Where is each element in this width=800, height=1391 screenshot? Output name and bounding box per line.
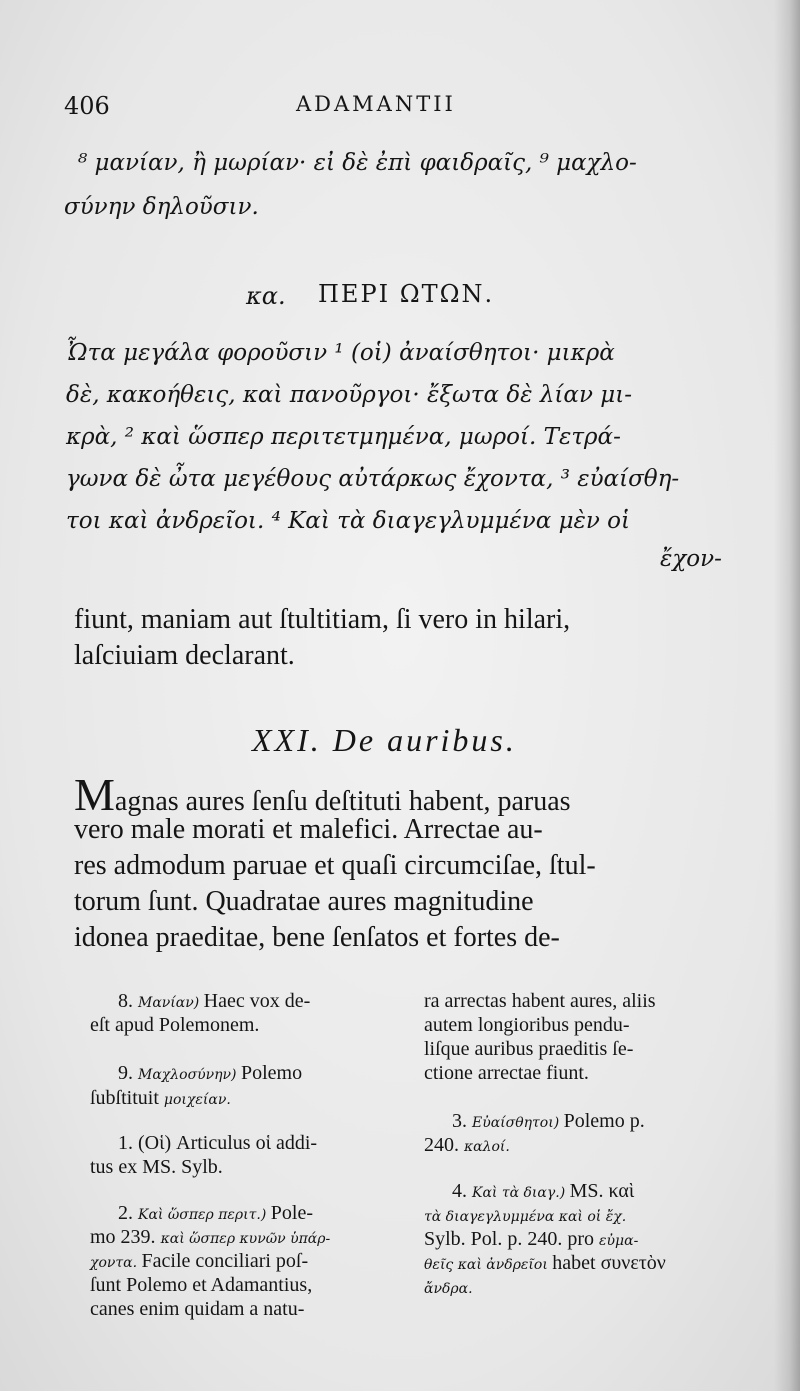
footnote-line: ſunt Polemo et Adamantius,: [90, 1274, 313, 1296]
greek-body-line: Ὦτα μεγάλα φοροῦσιν ¹ (οἱ) ἀναίσθητοι· μικρὰ: [66, 340, 615, 366]
footnote-line: ſubſtituit μοιχείαν.: [90, 1087, 231, 1109]
footnote-line: 3. Εὐαίσθητοι) Polemo p.: [452, 1110, 645, 1132]
footnote-line: mo 239. καὶ ὥσπερ κυνῶν ὑπάρ-: [90, 1226, 331, 1248]
footnote-line: 4. Καὶ τὰ διαγ.) MS. καὶ: [452, 1180, 635, 1202]
latin-top-line: laſciuiam declarant.: [74, 640, 295, 671]
footnote-line: 9. Μαχλοσύνην) Polemo: [118, 1062, 303, 1084]
footnote-line: autem longioribus pendu-: [424, 1014, 630, 1036]
footnote-line: Sylb. Pol. p. 240. pro εὐμα-: [424, 1228, 639, 1250]
footnote-line: liſque auribus praeditis ſe-: [424, 1038, 634, 1060]
running-title: ADAMANTII: [296, 92, 456, 116]
footnote-line: 1. (Οἱ) Articulus οἱ addi-: [118, 1132, 318, 1154]
latin-body-line: torum ſunt. Quadratae aures magnitudine: [74, 886, 534, 917]
footnote-line: canes enim quidam a natu-: [90, 1298, 305, 1320]
section-title-greek: ΠΕΡΙ ΩΤΩΝ.: [318, 280, 495, 308]
greek-body-line: γωνα δὲ ὦτα μεγέθους αὐτάρκως ἔχοντα, ³ εὐαίσθη-: [66, 466, 680, 492]
greek-top-line: ⁸ μανίαν, ἢ μωρίαν· εἰ δὲ ἐπὶ φαιδραῖς, ⁹ μαχλο-: [78, 150, 637, 176]
latin-top-line: fiunt, maniam aut ſtultitiam, ſi vero in hilari,: [74, 604, 571, 635]
drop-cap: M: [74, 769, 115, 820]
catchword: ἔχον-: [660, 546, 722, 572]
footnote-line: ra arrectas habent aures, aliis: [424, 990, 656, 1012]
footnote-line: χοντα. Facile conciliari poſ-: [90, 1250, 309, 1272]
footnote-line: 8. Μανίαν) Haec vox de-: [118, 990, 311, 1012]
latin-body-line: agnas aures ſenſu deſtituti habent, paruas: [114, 786, 571, 817]
greek-body-line: κρὰ, ² καὶ ὥσπερ περιτετμημένα, μωροί. Τετρά-: [66, 424, 621, 450]
latin-body-line: vero male morati et malefici. Arrectae au-: [74, 814, 543, 845]
footnote-line: τὰ διαγεγλυμμένα καὶ οἱ ἔχ.: [424, 1209, 627, 1225]
section-heading-latin: XXI. De auribus.: [252, 722, 517, 758]
greek-top-line: σύνην δηλοῦσιν.: [64, 194, 259, 220]
footnote-line: 240. καλοί.: [424, 1134, 510, 1156]
latin-body-line: res admodum paruae et quaſi circumciſae, ſtul-: [74, 850, 596, 881]
page-edge-shadow: [774, 0, 800, 1391]
footnote-line: eſt apud Polemonem.: [90, 1014, 260, 1036]
footnote-line: θεῖς καὶ ἀνδρεῖοι habet συνετὸν: [424, 1252, 666, 1274]
footnote-line: 2. Καὶ ὥσπερ περιτ.) Pole-: [118, 1202, 313, 1224]
greek-body-line: τοι καὶ ἀνδρεῖοι. ⁴ Καὶ τὰ διαγεγλυμμένα μὲν οἱ: [66, 508, 631, 534]
page-number: 406: [64, 92, 110, 120]
footnote-line: ἄνδρα.: [424, 1281, 473, 1297]
footnote-line: ctione arrectae fiunt.: [424, 1062, 589, 1084]
latin-body-first-line: [74, 769, 571, 820]
section-number-greek: κα.: [246, 282, 286, 310]
footnote-line: tus ex MS. Sylb.: [90, 1156, 223, 1178]
latin-body-line: idonea praeditae, bene ſenſatos et fortes de-: [74, 922, 560, 953]
greek-body-line: δὲ, κακοήθεις, καὶ πανοῦργοι· ἔξωτα δὲ λίαν μι-: [66, 382, 632, 408]
